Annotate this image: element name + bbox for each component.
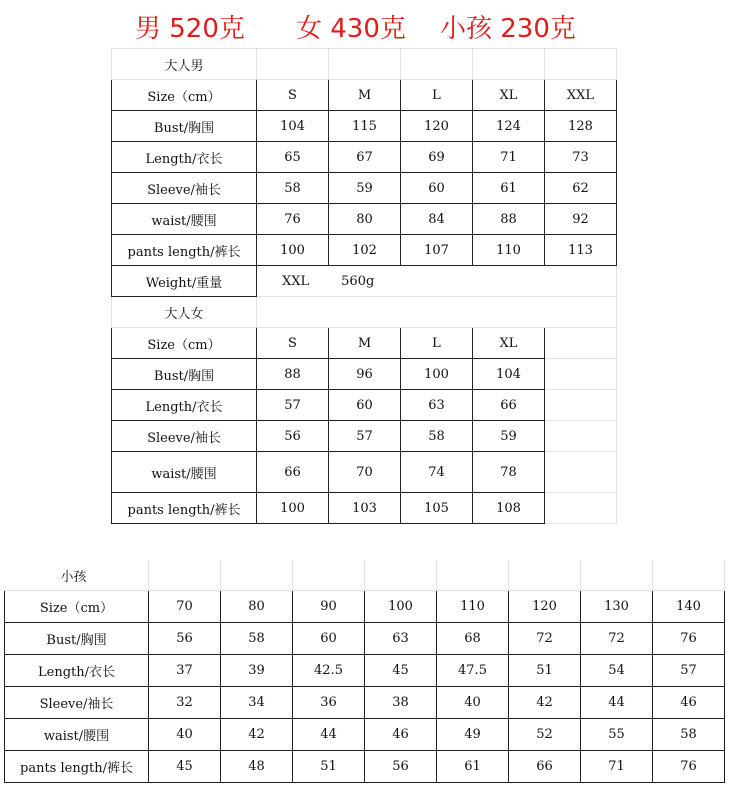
- value-cell: 100: [401, 359, 473, 390]
- kids-section-row: [5, 560, 725, 591]
- row-label: Sleeve/袖长: [112, 173, 257, 204]
- kids-table-row: [5, 655, 725, 687]
- men-table-row: [112, 235, 617, 266]
- empty-cell: [653, 560, 725, 591]
- value-cell: 70: [149, 591, 221, 623]
- value-cell: 60: [293, 623, 365, 655]
- value-cell: 102: [329, 235, 401, 266]
- empty-cell: [221, 560, 293, 591]
- value-cell: 110: [473, 235, 545, 266]
- row-label: Bust/胸围: [5, 623, 149, 655]
- empty-cell: [545, 359, 617, 390]
- value-cell: 42: [509, 687, 581, 719]
- value-cell: 58: [653, 719, 725, 751]
- men-table-row: [112, 80, 617, 111]
- row-label: waist/腰围: [112, 204, 257, 235]
- empty-cell: [545, 328, 617, 359]
- value-cell: L: [401, 328, 473, 359]
- value-cell: 40: [149, 719, 221, 751]
- kids-table-row: [5, 751, 725, 783]
- value-cell: 76: [653, 623, 725, 655]
- value-cell: S: [257, 328, 329, 359]
- value-cell: 63: [401, 390, 473, 421]
- value-cell: 56: [149, 623, 221, 655]
- value-cell: 46: [365, 719, 437, 751]
- men-table-row: [112, 111, 617, 142]
- weight-size: XXL: [282, 273, 310, 289]
- weight-headline: [0, 8, 729, 48]
- value-cell: 120: [509, 591, 581, 623]
- value-cell: 51: [293, 751, 365, 783]
- value-cell: 92: [545, 204, 617, 235]
- women-section-label: 大人女: [112, 297, 257, 328]
- value-cell: 61: [437, 751, 509, 783]
- value-cell: 51: [509, 655, 581, 687]
- value-cell: 57: [257, 390, 329, 421]
- women-table-row: [112, 421, 617, 452]
- value-cell: 84: [401, 204, 473, 235]
- value-cell: 76: [653, 751, 725, 783]
- empty-cell: [257, 297, 617, 328]
- kids-table-row: [5, 719, 725, 751]
- women-section-row: [112, 297, 617, 328]
- empty-cell: [473, 49, 545, 80]
- value-cell: 78: [473, 452, 545, 493]
- value-cell: 67: [329, 142, 401, 173]
- row-label: pants length/裤长: [112, 235, 257, 266]
- value-cell: 120: [401, 111, 473, 142]
- value-cell: 71: [581, 751, 653, 783]
- value-cell: 63: [365, 623, 437, 655]
- row-label: Size（cm）: [5, 591, 149, 623]
- value-cell: 65: [257, 142, 329, 173]
- value-cell: 44: [293, 719, 365, 751]
- value-cell: 58: [401, 421, 473, 452]
- value-cell: 37: [149, 655, 221, 687]
- men-weight-text: 男 520克: [135, 14, 245, 44]
- value-cell: 128: [545, 111, 617, 142]
- value-cell: 72: [581, 623, 653, 655]
- women-table-row: [112, 452, 617, 493]
- value-cell: 57: [329, 421, 401, 452]
- row-label: Length/衣长: [5, 655, 149, 687]
- value-cell: 110: [437, 591, 509, 623]
- value-cell: 71: [473, 142, 545, 173]
- value-cell: 108: [473, 493, 545, 524]
- value-cell: 40: [437, 687, 509, 719]
- value-cell: 46: [653, 687, 725, 719]
- empty-cell: [545, 493, 617, 524]
- kids-table-row: [5, 687, 725, 719]
- empty-cell: [545, 49, 617, 80]
- value-cell: 105: [401, 493, 473, 524]
- value-cell: 107: [401, 235, 473, 266]
- value-cell: 60: [329, 390, 401, 421]
- value-cell: 124: [473, 111, 545, 142]
- value-cell: L: [401, 80, 473, 111]
- value-cell: 66: [509, 751, 581, 783]
- value-cell: XL: [473, 80, 545, 111]
- kids-section-label: 小孩: [5, 560, 149, 591]
- value-cell: 96: [329, 359, 401, 390]
- row-label: Bust/胸围: [112, 111, 257, 142]
- value-cell: 44: [581, 687, 653, 719]
- value-cell: 59: [473, 421, 545, 452]
- men-section-row: [112, 49, 617, 80]
- value-cell: 62: [545, 173, 617, 204]
- value-cell: 130: [581, 591, 653, 623]
- men-section-label: 大人男: [112, 49, 257, 80]
- value-cell: 72: [509, 623, 581, 655]
- empty-cell: [365, 560, 437, 591]
- women-table-row: [112, 328, 617, 359]
- kids-table-row: [5, 591, 725, 623]
- row-label: Length/衣长: [112, 390, 257, 421]
- value-cell: 49: [437, 719, 509, 751]
- value-cell: 66: [473, 390, 545, 421]
- value-cell: 58: [221, 623, 293, 655]
- value-cell: 80: [329, 204, 401, 235]
- value-cell: 56: [257, 421, 329, 452]
- empty-cell: [581, 560, 653, 591]
- men-table-row: [112, 173, 617, 204]
- value-cell: 73: [545, 142, 617, 173]
- empty-cell: [401, 49, 473, 80]
- value-cell: 60: [401, 173, 473, 204]
- adult-size-table: [111, 48, 617, 524]
- row-label: pants length/裤长: [5, 751, 149, 783]
- value-cell: 90: [293, 591, 365, 623]
- value-cell: 39: [221, 655, 293, 687]
- value-cell: 32: [149, 687, 221, 719]
- kids-weight-text: 小孩 230克: [440, 14, 576, 44]
- value-cell: 42.5: [293, 655, 365, 687]
- kids-size-table: [4, 560, 725, 783]
- value-cell: 45: [149, 751, 221, 783]
- women-weight-text: 女 430克: [296, 14, 406, 44]
- value-cell: 115: [329, 111, 401, 142]
- kids-table-row: [5, 623, 725, 655]
- row-label: waist/腰围: [5, 719, 149, 751]
- value-cell: S: [257, 80, 329, 111]
- value-cell: 58: [257, 173, 329, 204]
- value-cell: XXL: [545, 80, 617, 111]
- value-cell: 59: [329, 173, 401, 204]
- women-table-row: [112, 493, 617, 524]
- row-label: Length/衣长: [112, 142, 257, 173]
- empty-cell: [545, 390, 617, 421]
- men-weight-row: [112, 266, 617, 297]
- value-cell: 55: [581, 719, 653, 751]
- empty-cell: [257, 49, 329, 80]
- empty-cell: [437, 560, 509, 591]
- empty-cell: [329, 49, 401, 80]
- empty-cell: [149, 560, 221, 591]
- value-cell: M: [329, 80, 401, 111]
- weight-value: 560g: [341, 273, 375, 289]
- value-cell: 54: [581, 655, 653, 687]
- empty-cell: [293, 560, 365, 591]
- value-cell: 38: [365, 687, 437, 719]
- value-cell: 57: [653, 655, 725, 687]
- row-label: Sleeve/袖长: [5, 687, 149, 719]
- value-cell: M: [329, 328, 401, 359]
- empty-cell: [545, 452, 617, 493]
- value-cell: 100: [365, 591, 437, 623]
- value-cell: 80: [221, 591, 293, 623]
- value-cell: 70: [329, 452, 401, 493]
- value-cell: 88: [473, 204, 545, 235]
- value-cell: 69: [401, 142, 473, 173]
- value-cell: 66: [257, 452, 329, 493]
- row-label: Size（cm）: [112, 328, 257, 359]
- row-label: Bust/胸围: [112, 359, 257, 390]
- row-label: pants length/裤长: [112, 493, 257, 524]
- value-cell: 42: [221, 719, 293, 751]
- value-cell: XL: [473, 328, 545, 359]
- value-cell: 74: [401, 452, 473, 493]
- empty-cell: [545, 421, 617, 452]
- value-cell: 61: [473, 173, 545, 204]
- women-table-row: [112, 359, 617, 390]
- value-cell: 88: [257, 359, 329, 390]
- row-label: waist/腰围: [112, 452, 257, 493]
- value-cell: 36: [293, 687, 365, 719]
- value-cell: 100: [257, 235, 329, 266]
- men-table-row: [112, 142, 617, 173]
- weight-label: Weight/重量: [112, 266, 257, 297]
- value-cell: 104: [257, 111, 329, 142]
- value-cell: 104: [473, 359, 545, 390]
- value-cell: 100: [257, 493, 329, 524]
- row-label: Sleeve/袖长: [112, 421, 257, 452]
- value-cell: 52: [509, 719, 581, 751]
- weight-value-cell: [257, 266, 617, 297]
- value-cell: 45: [365, 655, 437, 687]
- value-cell: 68: [437, 623, 509, 655]
- women-table-row: [112, 390, 617, 421]
- men-table-row: [112, 204, 617, 235]
- value-cell: 140: [653, 591, 725, 623]
- value-cell: 34: [221, 687, 293, 719]
- value-cell: 76: [257, 204, 329, 235]
- value-cell: 56: [365, 751, 437, 783]
- row-label: Size（cm）: [112, 80, 257, 111]
- value-cell: 113: [545, 235, 617, 266]
- value-cell: 47.5: [437, 655, 509, 687]
- empty-cell: [509, 560, 581, 591]
- value-cell: 103: [329, 493, 401, 524]
- value-cell: 48: [221, 751, 293, 783]
